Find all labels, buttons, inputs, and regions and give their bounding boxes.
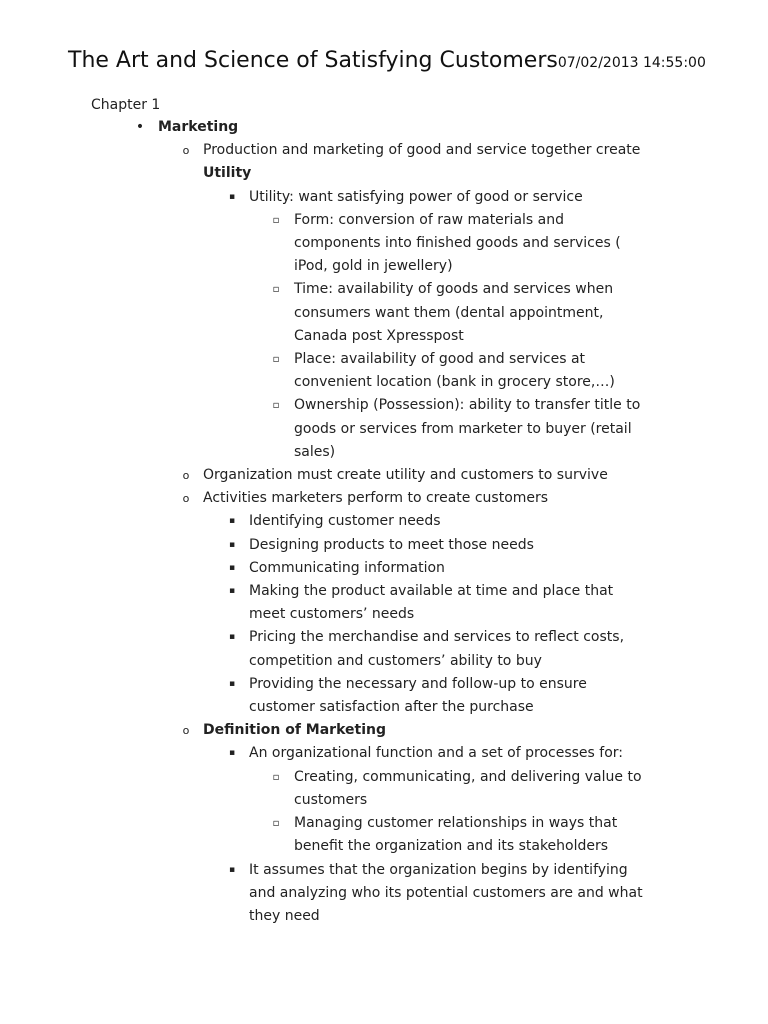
title-text: The Art and Science of Satisfying Customers: [68, 48, 558, 73]
outline-item: [0, 673, 768, 719]
outline-line: Ownership (Possession): ability to transfer title to: [294, 397, 641, 414]
outline-item: [0, 859, 768, 929]
outline-item: [0, 557, 768, 580]
outline-line: Form: conversion of raw materials and: [294, 211, 564, 228]
bullet-marker: ▪: [228, 516, 236, 527]
bullet-marker: ▫: [272, 214, 280, 226]
outline-item: [0, 394, 768, 464]
outline-line: Pricing the merchandise and services to reflect costs,: [249, 629, 625, 646]
outline-line-bold: Utility: [203, 165, 252, 182]
bullet-marker: ▫: [272, 284, 280, 296]
document-title: [68, 46, 706, 78]
outline-line: Canada post Xpresspost: [294, 327, 464, 344]
outline-line: Production and marketing of good and service together create: [203, 142, 641, 159]
outline-item: [0, 766, 768, 812]
outline-line: Communicating information: [249, 559, 445, 576]
outline-line: meet customers’ needs: [249, 606, 415, 623]
outline-item: [0, 209, 768, 279]
bullet-marker: ▫: [272, 818, 280, 830]
outline-line: Organization must create utility and customers to survive: [203, 467, 608, 484]
bullet-marker: ▪: [228, 748, 236, 759]
outline-item: [0, 719, 768, 742]
outline-line: goods or services from marketer to buyer (retail: [294, 420, 632, 437]
outline-line: Activities marketers perform to create customers: [203, 490, 549, 507]
outline-line: benefit the organization and its stakeholders: [294, 838, 609, 855]
chapter-heading: Chapter 1: [91, 97, 161, 113]
outline-line: Definition of Marketing: [203, 722, 386, 739]
outline-line: Utility: want satisfying power of good or service: [249, 188, 583, 205]
outline-item: [0, 534, 768, 557]
outline-line: Creating, communicating, and delivering value to: [294, 768, 642, 785]
outline-line: Making the product available at time and place that: [249, 583, 614, 600]
timestamp: 07/02/2013 14:55:00: [557, 55, 706, 71]
outline-line: Designing products to meet those needs: [249, 536, 534, 553]
outline-line: competition and customers’ ability to buy: [249, 652, 542, 669]
outline-item: [0, 812, 768, 858]
outline-line: iPod, gold in jewellery): [294, 258, 453, 275]
bullet-marker: •: [135, 119, 145, 135]
bullet-marker: ▫: [272, 400, 280, 412]
outline-line: customers: [294, 791, 368, 808]
outline-item: [0, 487, 768, 510]
bullet-marker: ▪: [228, 586, 236, 597]
outline-line: and analyzing who its potential customers are and what: [249, 884, 643, 901]
outline-line: sales): [294, 443, 336, 460]
bullet-marker: ▪: [228, 191, 236, 202]
outline-line: consumers want them (dental appointment,: [294, 304, 604, 321]
bullet-marker: ▪: [228, 864, 236, 875]
bullet-marker: ▫: [272, 771, 280, 783]
bullet-marker: o: [182, 144, 190, 158]
bullet-marker: o: [182, 492, 190, 506]
outline-item: [0, 510, 768, 533]
outline-item: [0, 186, 768, 209]
outline-item: [0, 742, 768, 765]
outline-line: Marketing: [158, 119, 239, 135]
outline-item: [0, 348, 768, 394]
outline-line: Managing customer relationships in ways that: [294, 815, 618, 832]
bullet-marker: ▪: [228, 562, 236, 573]
outline-item: [0, 464, 768, 487]
bullet-marker: o: [182, 469, 190, 483]
outline-line: An organizational function and a set of processes for:: [249, 745, 623, 762]
outline-line: convenient location (bank in grocery store,…): [294, 374, 615, 391]
outline-item: [0, 139, 768, 185]
outline-line: Identifying customer needs: [249, 513, 441, 530]
outline-item: [0, 116, 768, 139]
outline-line: they need: [249, 907, 320, 924]
outline-item: [0, 580, 768, 626]
bullet-marker: ▪: [228, 539, 236, 550]
outline-line: It assumes that the organization begins by identifying: [249, 861, 628, 878]
outline-line: components into finished goods and services (: [294, 235, 621, 252]
outline-line: Place: availability of good and services at: [294, 351, 586, 368]
bullet-marker: ▪: [228, 678, 236, 689]
outline-line: customer satisfaction after the purchase: [249, 699, 534, 716]
outline-item: [0, 278, 768, 348]
outline-line: Time: availability of goods and services when: [294, 281, 614, 298]
bullet-marker: ▪: [228, 632, 236, 643]
bullet-marker: o: [182, 724, 190, 738]
outline-item: [0, 626, 768, 672]
notes-outline: [0, 116, 768, 928]
bullet-marker: ▫: [272, 354, 280, 366]
outline-line: Providing the necessary and follow-up to ensure: [249, 675, 587, 692]
